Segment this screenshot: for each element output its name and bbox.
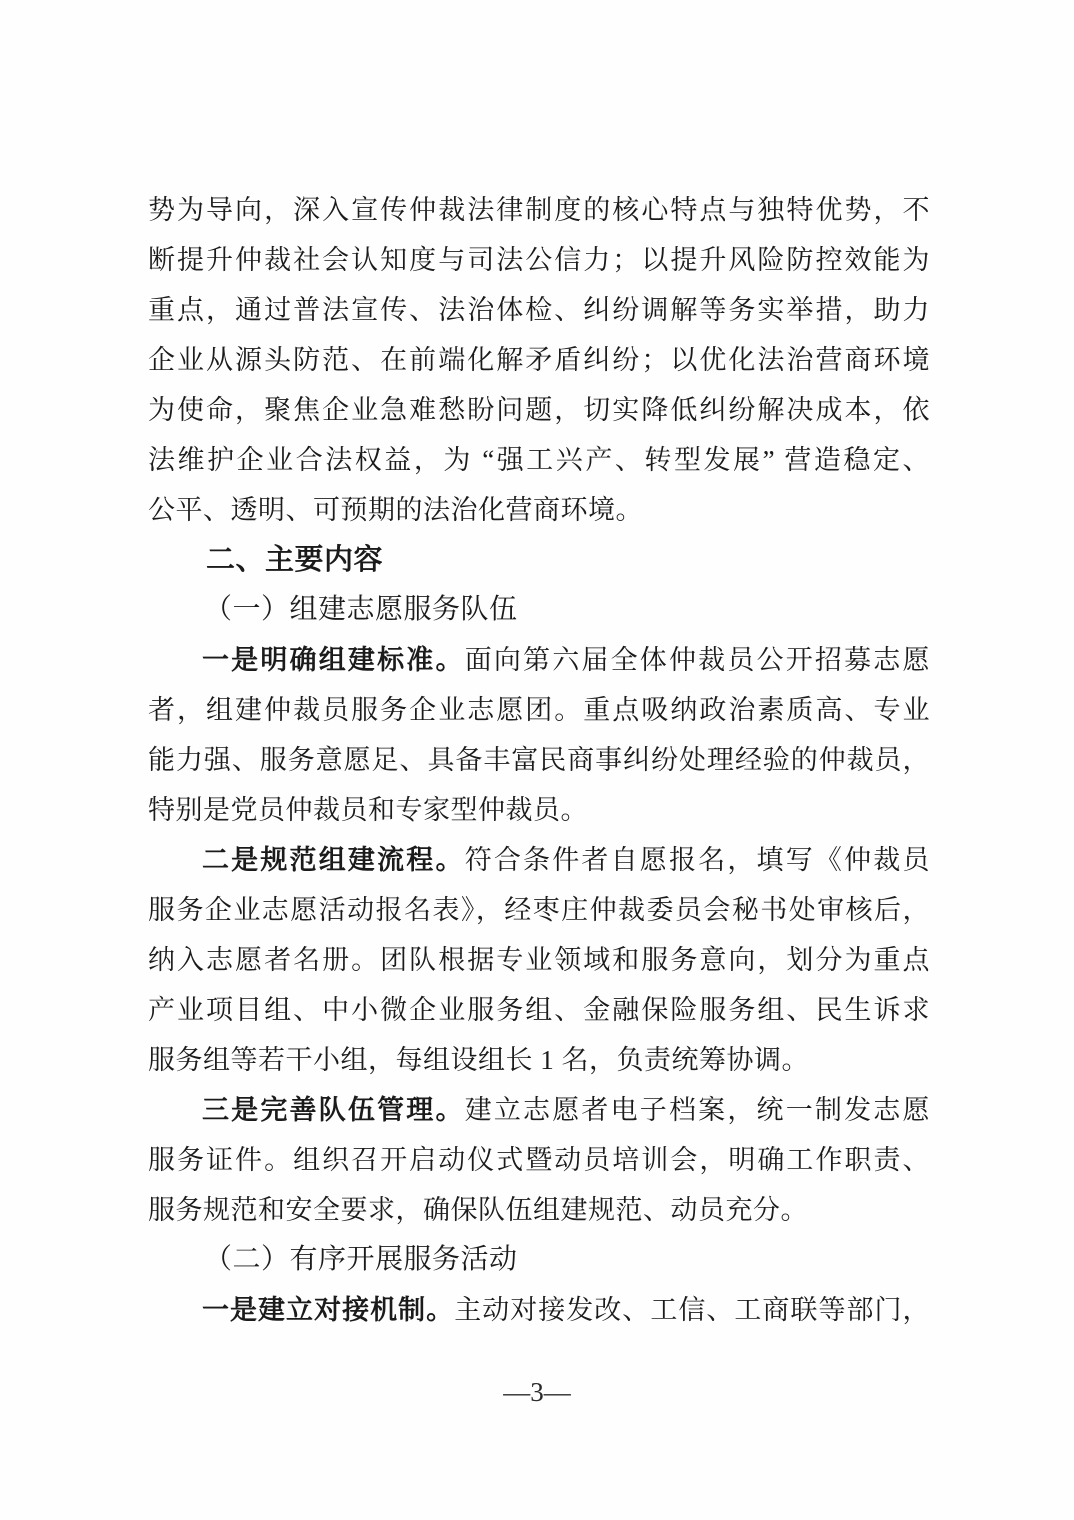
- text-line: 者，组建仲裁员服务企业志愿团。重点吸纳政治素质高、专业: [148, 695, 930, 725]
- text-line: 公平、透明、可预期的法治化营商环境。: [148, 495, 643, 525]
- text-line: 三是完善队伍管理。建立志愿者电子档案，统一制发志愿: [202, 1095, 930, 1125]
- text-line: （一）组建志愿服务队伍: [204, 594, 518, 625]
- heading-main-content: [148, 535, 930, 585]
- text-line: 服务企业志愿活动报名表》，经枣庄仲裁委员会秘书处审核后，: [148, 895, 930, 925]
- text-line: 服务规范和安全要求，确保队伍组建规范、动员充分。: [148, 1195, 808, 1225]
- text-line: 重点，通过普法宣传、法治体检、纠纷调解等务实举措，助力: [148, 295, 930, 325]
- subheading-carry-out-services: [148, 1235, 930, 1285]
- text-line: 产业项目组、中小微企业服务组、金融保险服务组、民生诉求: [148, 995, 930, 1025]
- text-line: 法维护企业合法权益，为 “强工兴产、转型发展” 营造稳定、: [148, 445, 930, 475]
- paragraph-two-process: [148, 835, 930, 1085]
- document-body: [148, 185, 930, 1335]
- text-line: 二是规范组建流程。符合条件者自愿报名，填写《仲裁员: [202, 845, 930, 875]
- subheading-build-volunteer-team: [148, 585, 930, 635]
- text-line: 一是明确组建标准。面向第六届全体仲裁员公开招募志愿: [202, 645, 930, 675]
- paragraph-one-liaison: [148, 1285, 930, 1335]
- text-line: 势为导向，深入宣传仲裁法律制度的核心特点与独特优势，不: [148, 195, 930, 225]
- text-line: 服务证件。组织召开启动仪式暨动员培训会，明确工作职责、: [148, 1145, 930, 1175]
- text-line: 二、主要内容: [206, 544, 384, 576]
- text-line: 一是建立对接机制。主动对接发改、工信、工商联等部门，: [202, 1295, 931, 1325]
- text-line: 服务组等若干小组，每组设组长 1 名，负责统筹协调。: [148, 1045, 809, 1075]
- paragraph-continued: [148, 185, 930, 535]
- paragraph-three-management: [148, 1085, 930, 1235]
- bold-lead-in: 一是明确组建标准。: [202, 645, 465, 675]
- text-line: 纳入志愿者名册。团队根据专业领域和服务意向，划分为重点: [148, 945, 930, 975]
- text-line: 能力强、服务意愿足、具备丰富民商事纠纷处理经验的仲裁员，: [148, 745, 930, 775]
- bold-lead-in: 二是规范组建流程。: [202, 845, 465, 875]
- bold-lead-in: 一是建立对接机制。: [202, 1295, 455, 1325]
- paragraph-one-standards: [148, 635, 930, 835]
- text-line: 断提升仲裁社会认知度与司法公信力；以提升风险防控效能为: [148, 245, 930, 275]
- page-number: —3—: [503, 1377, 571, 1407]
- text-line: 特别是党员仲裁员和专家型仲裁员。: [148, 795, 588, 825]
- text-line: （二）有序开展服务活动: [204, 1244, 518, 1275]
- page-footer: [0, 1372, 1074, 1412]
- text-line: 企业从源头防范、在前端化解矛盾纠纷；以优化法治营商环境: [148, 345, 930, 375]
- bold-lead-in: 三是完善队伍管理。: [202, 1095, 465, 1125]
- text-line: 为使命，聚焦企业急难愁盼问题，切实降低纠纷解决成本，依: [148, 395, 930, 425]
